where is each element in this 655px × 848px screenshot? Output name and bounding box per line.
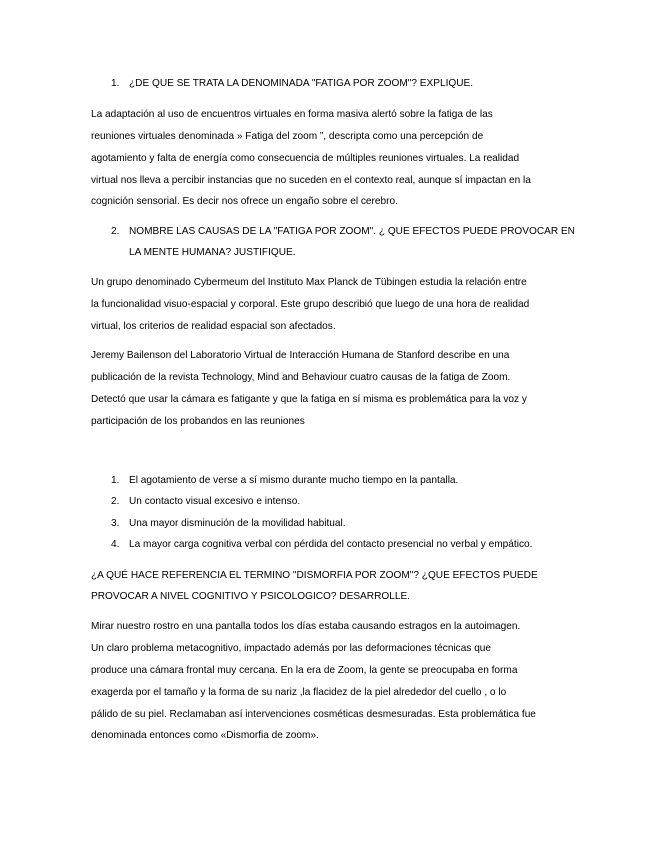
q2-heading-line: LA MENTE HUMANA? JUSTIFIQUE. — [129, 247, 296, 258]
list-item: Un contacto visual excesivo e intenso. — [129, 496, 301, 507]
paragraph-line: pálido de su piel. Reclamaban así intervenciones cosméticas desmesuradas. Esta problemática fue — [91, 709, 536, 720]
paragraph-line: Un grupo denominado Cybermeum del Instituto Max Planck de Tübingen estudia la relación entre — [91, 277, 527, 288]
list-item: Una mayor disminución de la movilidad habitual. — [129, 518, 346, 529]
q1-heading: ¿DE QUE SE TRATA LA DENOMINADA "FATIGA POR ZOOM"? EXPLIQUE. — [129, 78, 474, 89]
list-item-number: 1. — [111, 475, 120, 486]
paragraph-line: virtual, los criterios de realidad espacial son afectados. — [91, 321, 336, 332]
paragraph-line: Un claro problema metacognitivo, impactado además por las deformaciones técnicas que — [91, 643, 492, 654]
paragraph-line: cognición sensorial. Es decir nos ofrece un engaño sobre el cerebro. — [91, 196, 398, 207]
q2-number: 2. — [111, 226, 120, 237]
paragraph-line: Mirar nuestro rostro en una pantalla todos los días estaba causando estragos en la autoimagen. — [91, 621, 521, 632]
paragraph-line: reuniones virtuales denominada » Fatiga del zoom ”, descripta como una percepción de — [91, 131, 484, 142]
paragraph-line: denominada entonces como «Dismorfia de zoom». — [91, 730, 319, 741]
list-item: La mayor carga cognitiva verbal con pérdida del contacto presencial no verbal y empático. — [129, 539, 533, 550]
paragraph-line: produce una cámara frontal muy cercana. En la era de Zoom, la gente se preocupaba en forma — [91, 665, 518, 676]
paragraph-line: participación de los probandos en las reuniones — [91, 416, 305, 427]
paragraph-line: Jeremy Bailenson del Laboratorio Virtual de Interacción Humana de Stanford describe en una — [91, 350, 510, 361]
list-item-number: 4. — [111, 539, 120, 550]
q3-heading-line: ¿A QUÉ HACE REFERENCIA EL TERMINO "DISMORFIA POR ZOOM"? ¿QUE EFECTOS PUEDE — [91, 570, 538, 581]
list-item-number: 3. — [111, 518, 120, 529]
q2-heading-line: NOMBRE LAS CAUSAS DE LA "FATIGA POR ZOOM". ¿ QUE EFECTOS PUEDE PROVOCAR EN — [129, 226, 575, 237]
paragraph-line: virtual nos lleva a percibir instancias que no suceden en el contexto real, aunque sí impactan en la — [91, 175, 531, 186]
list-item-number: 2. — [111, 496, 120, 507]
paragraph-line: la funcionalidad visuo-espacial y corporal. Este grupo describió que luego de una hora de realidad — [91, 299, 530, 310]
paragraph-line: agotamiento y falta de energía como consecuencia de múltiples reuniones virtuales. La realidad — [91, 153, 520, 164]
list-item: El agotamiento de verse a sí mismo durante mucho tiempo en la pantalla. — [129, 475, 459, 486]
paragraph-line: Detectó que usar la cámara es fatigante y que la fatiga en sí misma es problemática para la voz y — [91, 394, 527, 405]
paragraph-line: publicación de la revista Technology, Mind and Behaviour cuatro causas de la fatiga de Zoom. — [91, 372, 511, 383]
paragraph-line: La adaptación al uso de encuentros virtuales en forma masiva alertó sobre la fatiga de las — [91, 109, 493, 120]
q1-number: 1. — [111, 78, 120, 89]
q3-heading-line: PROVOCAR A NIVEL COGNITIVO Y PSICOLOGICO? DESARROLLE. — [91, 591, 410, 602]
paragraph-line: exagerda por el tamaño y la forma de su nariz ,la flacidez de la piel alrededor del cuello , o lo — [91, 687, 507, 698]
